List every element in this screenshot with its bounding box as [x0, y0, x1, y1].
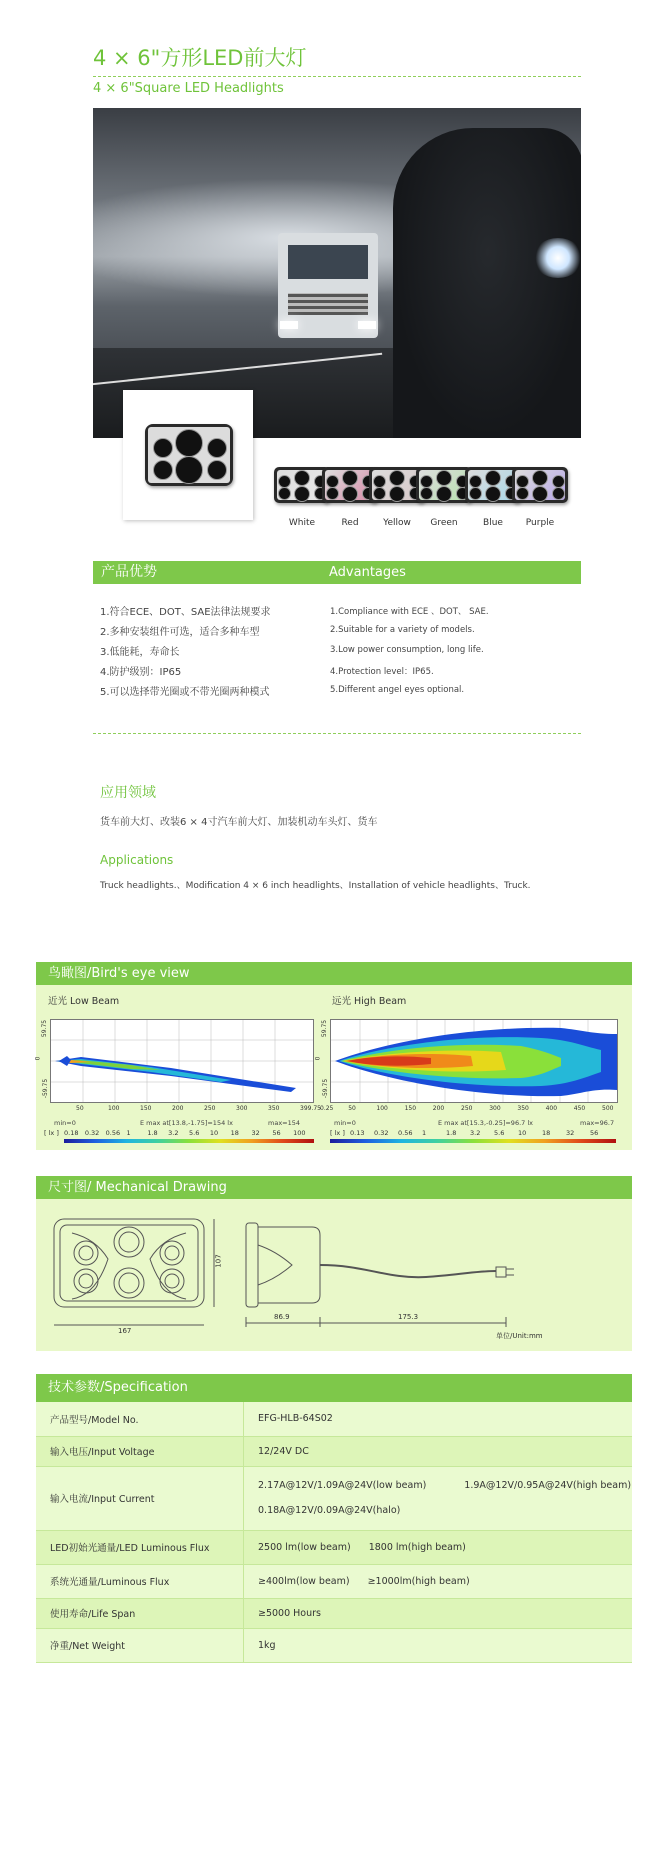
mechanical-title: 尺寸图/ Mechanical Drawing	[48, 1180, 227, 1195]
x-tick: 250	[461, 1105, 473, 1112]
lx-value: 0.56	[105, 1129, 121, 1137]
lx-value: 1.8	[147, 1129, 158, 1137]
x-tick: 50	[348, 1105, 356, 1112]
x-tick: 100	[376, 1105, 388, 1112]
x-tick: 0.25	[320, 1105, 334, 1112]
lx-value: 5.6	[494, 1129, 505, 1137]
page-title-en: 4 × 6"Square LED Headlights	[93, 81, 284, 96]
hero-image	[93, 108, 581, 438]
lamp-variant-green	[416, 467, 472, 503]
lx-value: 3.2	[168, 1129, 179, 1137]
lx-value: 56	[272, 1129, 281, 1137]
lx-value: 3.2	[470, 1129, 481, 1137]
page-title-cn: 4 × 6"方形LED前大灯	[93, 46, 307, 70]
spec-value-secondary: ≥1000lm(high beam)	[367, 1575, 470, 1587]
lx-value: 32	[251, 1129, 260, 1137]
spec-row	[36, 1466, 632, 1530]
lx-value: 18	[230, 1129, 239, 1137]
spec-row	[36, 1598, 632, 1628]
advantage-item-cn: 1.符合ECE、DOT、SAE法律法规要求	[100, 607, 271, 618]
variant-label: Yellow	[383, 518, 411, 528]
y-tick: 59.75	[321, 1019, 329, 1038]
lx-value: 0.32	[84, 1129, 100, 1137]
spec-key: 系统光通量/Luminous Flux	[36, 1564, 244, 1598]
spec-value-tertiary: 0.18A@12V/0.09A@24V(halo)	[258, 1505, 401, 1516]
x-tick: 350	[517, 1105, 529, 1112]
low-lx-label: [ lx ]	[44, 1129, 59, 1137]
advantages-divider	[93, 733, 581, 734]
low-min: min=0	[54, 1119, 76, 1127]
product-photo	[123, 390, 253, 520]
birdseye-title: 鸟瞰图/Bird's eye view	[48, 966, 190, 981]
lx-value: 0.56	[398, 1129, 413, 1137]
variant-label: Blue	[483, 518, 503, 528]
spec-value-cell	[244, 1436, 633, 1466]
advantage-item-en: 1.Compliance with ECE 、DOT、 SAE.	[330, 607, 489, 617]
lamp-variant-purple	[512, 467, 568, 503]
unit-label: 单位/Unit:mm	[496, 1332, 543, 1340]
application-text-cn: 货车前大灯、改装6 × 4寸汽车前大灯、加装机动车头灯、货车	[100, 817, 378, 828]
advantage-item-en: 5.Different angel eyes optional.	[330, 685, 465, 695]
x-tick: 150	[140, 1105, 152, 1112]
x-tick: 250	[204, 1105, 216, 1112]
spec-table-wrap	[36, 1402, 632, 1663]
rider-shape	[393, 128, 581, 438]
spec-title: 技术参数/Specification	[48, 1380, 188, 1395]
application-title-cn: 应用领域	[100, 785, 156, 801]
lx-value: 32	[566, 1129, 575, 1137]
advantages-title-en: Advantages	[329, 565, 406, 580]
truck-shape	[278, 233, 378, 338]
y-tick: 0	[34, 1056, 42, 1061]
lx-value: 1	[126, 1129, 131, 1137]
low-beam-label: 近光 Low Beam	[48, 996, 120, 1007]
spec-value-cell	[244, 1466, 633, 1530]
low-lx-scale	[44, 1129, 314, 1145]
low-beam-plot	[50, 1019, 314, 1103]
low-emax: E max at[13.8,-1.75]=154 lx	[140, 1119, 233, 1127]
dim-cable: 175.3	[398, 1313, 419, 1321]
x-tick: 450	[573, 1105, 586, 1112]
spec-value: ≥5000 Hours	[258, 1607, 321, 1619]
spec-bar	[36, 1374, 632, 1402]
variant-label: Green	[430, 518, 458, 528]
advantage-item-cn: 2.多种安装组件可选，适合多种车型	[100, 627, 260, 638]
x-tick: 399.75	[300, 1105, 321, 1112]
spec-row	[36, 1530, 632, 1564]
x-tick: 300	[489, 1105, 501, 1112]
advantages-title-cn: 产品优势	[101, 564, 157, 580]
advantage-item-en: 3.Low power consumption, long life.	[330, 645, 484, 655]
title-divider	[93, 76, 581, 77]
birdseye-bar	[36, 962, 632, 985]
spec-value: 2.17A@12V/1.09A@24V(low beam)	[258, 1480, 427, 1491]
lx-value: 0.32	[374, 1129, 389, 1137]
lx-value: 100	[293, 1129, 306, 1137]
spec-key: 产品型号/Model No.	[36, 1402, 244, 1436]
advantage-item-cn: 5.可以选择带光圈或不带光圈两种模式	[100, 687, 270, 698]
spec-value: 1kg	[258, 1639, 276, 1651]
x-tick: 350	[268, 1105, 280, 1112]
y-tick: 59.75	[41, 1019, 49, 1038]
spec-key: LED初始光通量/LED Luminous Flux	[36, 1530, 244, 1564]
spec-key: 输入电压/Input Voltage	[36, 1436, 244, 1466]
spec-row	[36, 1436, 632, 1466]
spec-value: 12/24V DC	[258, 1445, 309, 1457]
spec-value: 2500 lm(low beam)	[258, 1541, 351, 1553]
y-tick: -59.75	[42, 1078, 50, 1099]
x-tick: 200	[432, 1105, 445, 1112]
spec-value: ≥400lm(low beam)	[258, 1575, 350, 1587]
x-tick: 500	[602, 1105, 614, 1112]
variant-label: Purple	[525, 518, 555, 528]
spec-table	[36, 1402, 632, 1663]
lx-value: 0.13	[350, 1129, 365, 1137]
lx-value: 18	[542, 1129, 551, 1137]
spec-value-cell	[244, 1530, 633, 1564]
lx-value: 5.6	[189, 1129, 200, 1137]
lx-value: 10	[518, 1129, 527, 1137]
x-tick: 400	[545, 1105, 558, 1112]
high-max: max=96.7	[580, 1119, 615, 1127]
spec-value-secondary: 1800 lm(high beam)	[368, 1541, 466, 1553]
lx-value: 0.18	[64, 1129, 79, 1137]
spec-row	[36, 1564, 632, 1598]
spec-row	[36, 1402, 632, 1436]
spec-value-cell	[244, 1564, 633, 1598]
spec-row	[36, 1628, 632, 1662]
advantage-item-en: 2.Suitable for a variety of models.	[330, 625, 475, 635]
headlight-glow	[533, 238, 581, 278]
lx-value: 1.8	[446, 1129, 457, 1137]
spec-value-secondary: 1.9A@12V/0.95A@24V(high beam)	[464, 1480, 632, 1491]
x-tick: 200	[172, 1105, 184, 1112]
dim-height: 107	[214, 1254, 223, 1268]
spec-key: 输入电流/Input Current	[36, 1466, 244, 1530]
high-min: min=0	[334, 1119, 356, 1127]
spec-key: 净重/Net Weight	[36, 1628, 244, 1662]
birdseye-panel	[36, 985, 632, 1150]
y-tick: -59.75	[322, 1078, 330, 1099]
high-beam-plot	[330, 1019, 618, 1103]
spec-value-cell	[244, 1628, 633, 1662]
lx-value: 10	[209, 1129, 219, 1137]
advantage-item-cn: 3.低能耗，寿命长	[100, 647, 180, 658]
low-max: max=154	[268, 1119, 301, 1127]
variant-label: Red	[341, 518, 359, 528]
application-title-en: Applications	[100, 853, 174, 867]
high-beam-label: 远光 High Beam	[332, 996, 407, 1007]
spec-value: EFG-HLB-64S02	[258, 1413, 333, 1425]
advantage-item-cn: 4.防护级别：IP65	[100, 667, 182, 678]
application-text-en: Truck headlights.、Modification 4 × 6 inch headlights、Installation of vehicle headlights、Truck.	[100, 881, 531, 891]
mechanical-panel	[36, 1199, 632, 1351]
spec-value-cell	[244, 1402, 633, 1436]
mechanical-bar	[36, 1176, 632, 1199]
x-tick: 150	[404, 1105, 417, 1112]
dim-width: 167	[118, 1327, 132, 1335]
advantage-item-en: 4.Protection level：IP65.	[330, 667, 434, 677]
dim-depth: 86.9	[274, 1313, 290, 1321]
high-lx-scale	[330, 1129, 620, 1145]
spec-value-cell	[244, 1598, 633, 1628]
lx-value: 56	[590, 1129, 599, 1137]
x-tick: 300	[236, 1105, 248, 1112]
high-emax: E max at[15.3,-0.25]=96.7 lx	[438, 1119, 533, 1127]
x-tick: 50	[76, 1105, 84, 1112]
lx-value: 1	[422, 1129, 427, 1137]
spec-key: 使用寿命/Life Span	[36, 1598, 244, 1628]
x-tick: 100	[108, 1105, 120, 1112]
y-tick: 0	[314, 1056, 322, 1061]
variant-label: White	[288, 518, 316, 528]
advantages-bar	[93, 561, 581, 584]
high-lx-label: [ lx ]	[330, 1129, 345, 1137]
